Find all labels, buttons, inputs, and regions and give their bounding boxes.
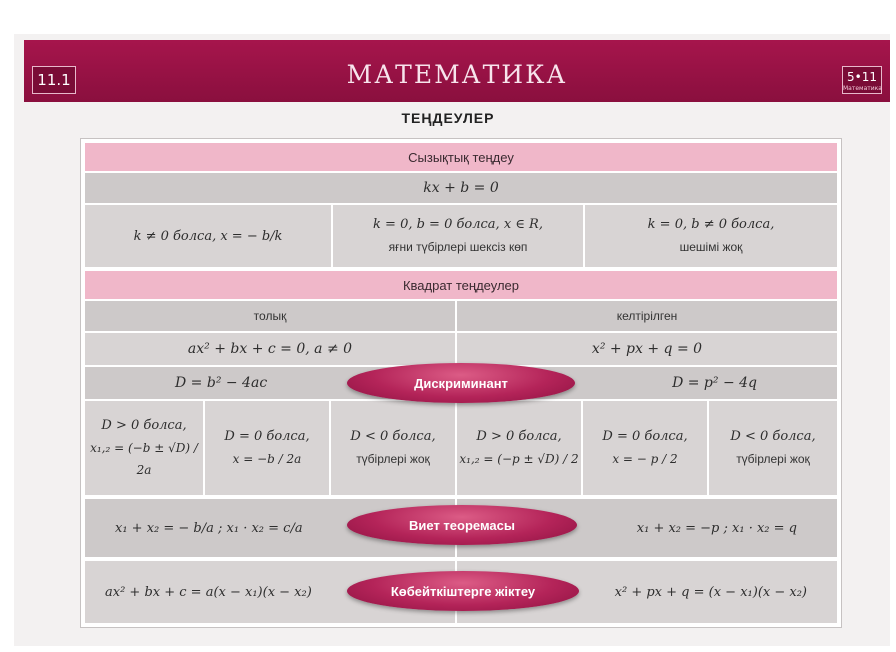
reduced-case-zero-condition: D = 0 болса,	[602, 429, 688, 444]
factorization-label: Көбейткіштерге жіктеу	[347, 571, 579, 611]
full-case-negative-condition: D < 0 болса,	[350, 429, 436, 444]
linear-case-infinite-condition: k = 0, b = 0 болса, x ∈ R,	[373, 217, 543, 232]
discriminant-full: D = b² − 4ac	[85, 367, 455, 399]
linear-case-no-solution	[585, 205, 837, 267]
linear-title: Сызықтық теңдеу	[85, 143, 837, 171]
full-case-positive-formula: x₁,₂ = (−b ± √D) / 2a	[90, 441, 198, 477]
reduced-case-positive-formula: x₁,₂ = (−p ± √D) / 2	[459, 452, 579, 466]
vieta-label: Виет теоремасы	[347, 505, 577, 545]
quadratic-full-label: толық	[85, 301, 455, 331]
discriminant-reduced: D = p² − 4q	[457, 367, 837, 399]
section-title: ТЕҢДЕУЛЕР	[401, 110, 495, 126]
linear-case-k-nonzero: k ≠ 0 болса, x = − b/k	[85, 205, 331, 267]
reduced-case-negative-text: түбірлері жоқ	[736, 452, 810, 466]
reduced-case-zero	[583, 401, 707, 495]
full-case-positive	[85, 401, 203, 495]
reduced-case-positive	[457, 401, 581, 495]
grade-range-badge	[842, 66, 882, 94]
discriminant-label: Дискриминант	[347, 363, 575, 403]
linear-equation: kx + b = 0	[85, 173, 837, 203]
reduced-case-negative	[709, 401, 837, 495]
quadratic-title: Квадрат теңдеулер	[85, 271, 837, 299]
full-case-positive-condition: D > 0 болса,	[101, 418, 187, 433]
linear-case-infinite-text: яғни түбірлері шексіз көп	[388, 240, 528, 254]
header-banner	[24, 40, 890, 102]
lesson-number-badge: 11.1	[32, 66, 76, 94]
subject-title: МАТЕМАТИКА	[346, 60, 568, 89]
quadratic-full-equation: ax² + bx + c = 0, a ≠ 0	[85, 333, 455, 365]
grade-range-subtext: Математика	[843, 85, 882, 92]
full-case-negative-text: түбірлері жоқ	[356, 452, 430, 466]
reduced-case-zero-formula: x = − p / 2	[612, 452, 678, 466]
vieta-full: x₁ + x₂ = − b/a ; x₁ · x₂ = c/a	[85, 499, 455, 557]
reduced-case-negative-condition: D < 0 болса,	[730, 429, 816, 444]
linear-case-no-solution-text: шешімі жоқ	[679, 240, 743, 254]
linear-case-infinite	[333, 205, 583, 267]
factorization-full: ax² + bx + c = a(x − x₁)(x − x₂)	[85, 561, 455, 623]
factorization-reduced: x² + px + q = (x − x₁)(x − x₂)	[457, 561, 837, 623]
full-case-negative	[331, 401, 455, 495]
quadratic-reduced-label: келтірілген	[457, 301, 837, 331]
equations-table	[80, 138, 842, 628]
quadratic-reduced-equation: x² + px + q = 0	[457, 333, 837, 365]
grade-range-text: 5•11	[847, 70, 877, 84]
vieta-reduced: x₁ + x₂ = −p ; x₁ · x₂ = q	[457, 499, 837, 557]
full-case-zero	[205, 401, 329, 495]
reduced-case-positive-condition: D > 0 болса,	[476, 429, 562, 444]
full-case-zero-condition: D = 0 болса,	[224, 429, 310, 444]
linear-case-no-solution-condition: k = 0, b ≠ 0 болса,	[647, 217, 775, 232]
full-case-zero-formula: x = −b / 2a	[232, 452, 302, 466]
